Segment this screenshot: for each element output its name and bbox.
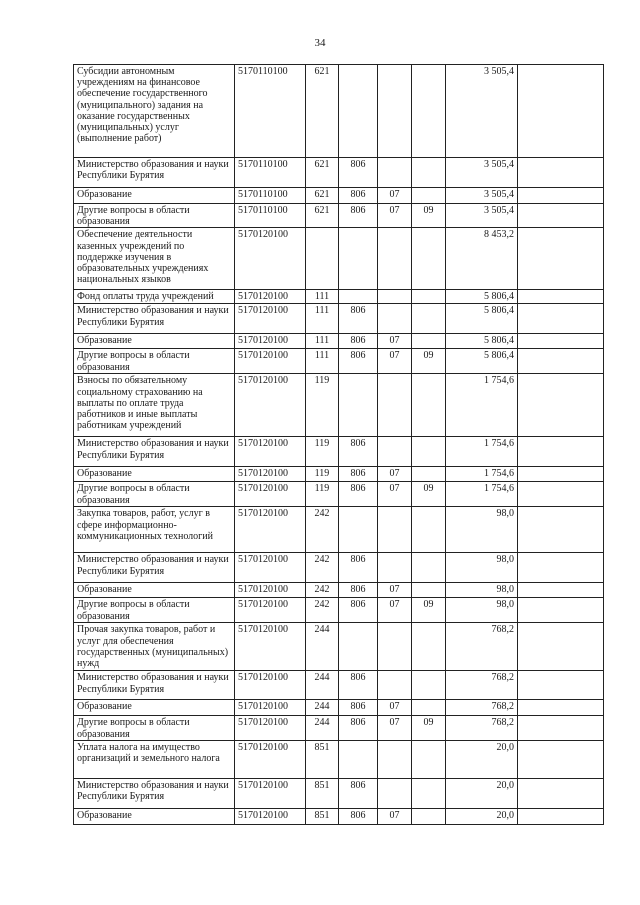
row-amount-cell: 98,0 bbox=[446, 583, 518, 598]
row-empty-cell bbox=[518, 778, 604, 808]
table-row bbox=[74, 437, 604, 467]
row-empty-cell bbox=[518, 65, 604, 158]
row-subsection-cell bbox=[412, 467, 446, 482]
row-section-cell bbox=[378, 778, 412, 808]
row-amount-cell: 3 505,4 bbox=[446, 188, 518, 204]
row-subsection-cell bbox=[412, 65, 446, 158]
row-subsection-cell: 09 bbox=[412, 716, 446, 740]
row-grbs-cell: 806 bbox=[339, 598, 378, 623]
page-number: 34 bbox=[314, 37, 326, 49]
row-subsection-cell bbox=[412, 808, 446, 824]
row-empty-cell bbox=[518, 304, 604, 334]
row-amount-cell: 3 505,4 bbox=[446, 158, 518, 188]
row-subsection-cell bbox=[412, 334, 446, 349]
budget-table-body bbox=[74, 65, 604, 825]
row-subsection-cell bbox=[412, 437, 446, 467]
row-grbs-cell: 806 bbox=[339, 334, 378, 349]
row-expense-type-cell: 851 bbox=[306, 740, 339, 778]
row-empty-cell bbox=[518, 553, 604, 583]
row-target-article-cell: 5170120100 bbox=[235, 583, 306, 598]
row-grbs-cell: 806 bbox=[339, 778, 378, 808]
row-amount-cell: 1 754,6 bbox=[446, 482, 518, 507]
table-row bbox=[74, 290, 604, 304]
row-section-cell bbox=[378, 158, 412, 188]
row-expense-type-cell: 244 bbox=[306, 671, 339, 700]
row-section-cell bbox=[378, 623, 412, 671]
row-grbs-cell: 806 bbox=[339, 583, 378, 598]
row-expense-type-cell: 621 bbox=[306, 204, 339, 228]
row-target-article-cell: 5170120100 bbox=[235, 467, 306, 482]
row-target-article-cell: 5170110100 bbox=[235, 65, 306, 158]
row-target-article-cell: 5170120100 bbox=[235, 740, 306, 778]
table-row bbox=[74, 228, 604, 290]
table-row bbox=[74, 700, 604, 716]
row-name-cell: Министерство образования и науки Республики Бурятия bbox=[74, 778, 235, 808]
row-amount-cell: 98,0 bbox=[446, 507, 518, 553]
row-target-article-cell: 5170110100 bbox=[235, 188, 306, 204]
row-expense-type-cell: 242 bbox=[306, 553, 339, 583]
row-expense-type-cell bbox=[306, 228, 339, 290]
table-row bbox=[74, 188, 604, 204]
row-empty-cell bbox=[518, 188, 604, 204]
row-target-article-cell: 5170120100 bbox=[235, 482, 306, 507]
row-expense-type-cell: 111 bbox=[306, 349, 339, 374]
row-grbs-cell bbox=[339, 65, 378, 158]
table-row bbox=[74, 482, 604, 507]
row-amount-cell: 5 806,4 bbox=[446, 304, 518, 334]
row-target-article-cell: 5170120100 bbox=[235, 808, 306, 824]
row-section-cell bbox=[378, 740, 412, 778]
row-section-cell: 07 bbox=[378, 808, 412, 824]
row-section-cell: 07 bbox=[378, 334, 412, 349]
row-grbs-cell: 806 bbox=[339, 204, 378, 228]
row-amount-cell: 1 754,6 bbox=[446, 467, 518, 482]
row-empty-cell bbox=[518, 740, 604, 778]
row-subsection-cell bbox=[412, 507, 446, 553]
table-row bbox=[74, 304, 604, 334]
row-subsection-cell bbox=[412, 553, 446, 583]
row-section-cell: 07 bbox=[378, 482, 412, 507]
row-name-cell: Министерство образования и науки Республики Бурятия bbox=[74, 158, 235, 188]
row-grbs-cell bbox=[339, 374, 378, 437]
row-grbs-cell: 806 bbox=[339, 158, 378, 188]
row-subsection-cell bbox=[412, 671, 446, 700]
row-grbs-cell: 806 bbox=[339, 808, 378, 824]
row-target-article-cell: 5170120100 bbox=[235, 598, 306, 623]
row-empty-cell bbox=[518, 349, 604, 374]
row-section-cell bbox=[378, 671, 412, 700]
row-expense-type-cell: 851 bbox=[306, 808, 339, 824]
row-grbs-cell bbox=[339, 290, 378, 304]
row-section-cell bbox=[378, 437, 412, 467]
table-row bbox=[74, 671, 604, 700]
row-section-cell bbox=[378, 553, 412, 583]
row-name-cell: Другие вопросы в области образования bbox=[74, 204, 235, 228]
row-subsection-cell bbox=[412, 740, 446, 778]
row-subsection-cell bbox=[412, 583, 446, 598]
row-expense-type-cell: 242 bbox=[306, 583, 339, 598]
row-target-article-cell: 5170110100 bbox=[235, 204, 306, 228]
row-grbs-cell bbox=[339, 228, 378, 290]
row-name-cell: Другие вопросы в области образования bbox=[74, 482, 235, 507]
row-expense-type-cell: 119 bbox=[306, 374, 339, 437]
row-name-cell: Министерство образования и науки Республики Бурятия bbox=[74, 553, 235, 583]
row-empty-cell bbox=[518, 204, 604, 228]
budget-table bbox=[73, 64, 604, 825]
row-subsection-cell bbox=[412, 700, 446, 716]
row-grbs-cell: 806 bbox=[339, 188, 378, 204]
row-subsection-cell: 09 bbox=[412, 204, 446, 228]
row-expense-type-cell: 621 bbox=[306, 188, 339, 204]
row-target-article-cell: 5170120100 bbox=[235, 304, 306, 334]
row-empty-cell bbox=[518, 671, 604, 700]
row-amount-cell: 5 806,4 bbox=[446, 290, 518, 304]
row-target-article-cell: 5170110100 bbox=[235, 158, 306, 188]
row-amount-cell: 20,0 bbox=[446, 808, 518, 824]
row-amount-cell: 768,2 bbox=[446, 671, 518, 700]
row-section-cell bbox=[378, 374, 412, 437]
row-amount-cell: 8 453,2 bbox=[446, 228, 518, 290]
row-name-cell: Другие вопросы в области образования bbox=[74, 716, 235, 740]
row-subsection-cell bbox=[412, 778, 446, 808]
row-subsection-cell: 09 bbox=[412, 349, 446, 374]
row-grbs-cell: 806 bbox=[339, 467, 378, 482]
row-section-cell: 07 bbox=[378, 204, 412, 228]
row-grbs-cell: 806 bbox=[339, 349, 378, 374]
row-subsection-cell bbox=[412, 290, 446, 304]
table-row bbox=[74, 808, 604, 824]
row-subsection-cell bbox=[412, 188, 446, 204]
row-empty-cell bbox=[518, 334, 604, 349]
row-amount-cell: 1 754,6 bbox=[446, 374, 518, 437]
row-name-cell: Другие вопросы в области образования bbox=[74, 598, 235, 623]
row-name-cell: Субсидии автономным учреждениям на финансовое обеспечение государственного (муниципального) задания на оказание государственных (муниципальных) услуг (выполнение работ) bbox=[74, 65, 235, 158]
row-expense-type-cell: 119 bbox=[306, 437, 339, 467]
table-row bbox=[74, 65, 604, 158]
row-subsection-cell bbox=[412, 304, 446, 334]
row-target-article-cell: 5170120100 bbox=[235, 507, 306, 553]
row-empty-cell bbox=[518, 374, 604, 437]
row-amount-cell: 768,2 bbox=[446, 716, 518, 740]
row-empty-cell bbox=[518, 598, 604, 623]
row-section-cell bbox=[378, 304, 412, 334]
row-empty-cell bbox=[518, 158, 604, 188]
table-row bbox=[74, 598, 604, 623]
row-expense-type-cell: 111 bbox=[306, 290, 339, 304]
row-grbs-cell: 806 bbox=[339, 304, 378, 334]
row-amount-cell: 1 754,6 bbox=[446, 437, 518, 467]
row-amount-cell: 3 505,4 bbox=[446, 204, 518, 228]
row-expense-type-cell: 242 bbox=[306, 598, 339, 623]
row-name-cell: Образование bbox=[74, 334, 235, 349]
table-row bbox=[74, 507, 604, 553]
row-grbs-cell: 806 bbox=[339, 482, 378, 507]
row-subsection-cell bbox=[412, 228, 446, 290]
row-expense-type-cell: 242 bbox=[306, 507, 339, 553]
table-row bbox=[74, 716, 604, 740]
table-row bbox=[74, 467, 604, 482]
row-expense-type-cell: 119 bbox=[306, 482, 339, 507]
row-target-article-cell: 5170120100 bbox=[235, 778, 306, 808]
row-name-cell: Образование bbox=[74, 808, 235, 824]
row-target-article-cell: 5170120100 bbox=[235, 700, 306, 716]
row-target-article-cell: 5170120100 bbox=[235, 623, 306, 671]
row-name-cell: Взносы по обязательному социальному страхованию на выплаты по оплате труда работников и иные выплаты работникам учреждений bbox=[74, 374, 235, 437]
row-name-cell: Обеспечение деятельности казенных учреждений по поддержке изучения в образовательных учреждениях национальных языков bbox=[74, 228, 235, 290]
row-empty-cell bbox=[518, 507, 604, 553]
row-target-article-cell: 5170120100 bbox=[235, 349, 306, 374]
row-grbs-cell: 806 bbox=[339, 700, 378, 716]
row-name-cell: Закупка товаров, работ, услуг в сфере информационно-коммуникационных технологий bbox=[74, 507, 235, 553]
row-grbs-cell: 806 bbox=[339, 437, 378, 467]
row-target-article-cell: 5170120100 bbox=[235, 374, 306, 437]
row-name-cell: Министерство образования и науки Республики Бурятия bbox=[74, 671, 235, 700]
table-row bbox=[74, 740, 604, 778]
row-section-cell bbox=[378, 228, 412, 290]
row-amount-cell: 768,2 bbox=[446, 623, 518, 671]
row-amount-cell: 98,0 bbox=[446, 598, 518, 623]
row-empty-cell bbox=[518, 583, 604, 598]
row-empty-cell bbox=[518, 716, 604, 740]
row-empty-cell bbox=[518, 290, 604, 304]
row-expense-type-cell: 851 bbox=[306, 778, 339, 808]
row-amount-cell: 3 505,4 bbox=[446, 65, 518, 158]
row-section-cell bbox=[378, 507, 412, 553]
row-name-cell: Фонд оплаты труда учреждений bbox=[74, 290, 235, 304]
table-row bbox=[74, 204, 604, 228]
row-amount-cell: 20,0 bbox=[446, 778, 518, 808]
row-target-article-cell: 5170120100 bbox=[235, 334, 306, 349]
row-grbs-cell bbox=[339, 740, 378, 778]
row-section-cell: 07 bbox=[378, 349, 412, 374]
row-empty-cell bbox=[518, 808, 604, 824]
row-subsection-cell bbox=[412, 158, 446, 188]
row-expense-type-cell: 621 bbox=[306, 65, 339, 158]
row-target-article-cell: 5170120100 bbox=[235, 553, 306, 583]
row-empty-cell bbox=[518, 467, 604, 482]
row-empty-cell bbox=[518, 437, 604, 467]
row-subsection-cell bbox=[412, 374, 446, 437]
row-empty-cell bbox=[518, 623, 604, 671]
table-row bbox=[74, 623, 604, 671]
row-amount-cell: 5 806,4 bbox=[446, 349, 518, 374]
row-name-cell: Министерство образования и науки Республики Бурятия bbox=[74, 304, 235, 334]
table-row bbox=[74, 349, 604, 374]
row-name-cell: Прочая закупка товаров, работ и услуг для обеспечения государственных (муниципальных) нужд bbox=[74, 623, 235, 671]
row-section-cell bbox=[378, 290, 412, 304]
row-empty-cell bbox=[518, 700, 604, 716]
row-empty-cell bbox=[518, 482, 604, 507]
row-expense-type-cell: 244 bbox=[306, 700, 339, 716]
row-expense-type-cell: 111 bbox=[306, 334, 339, 349]
row-amount-cell: 5 806,4 bbox=[446, 334, 518, 349]
row-name-cell: Образование bbox=[74, 700, 235, 716]
row-name-cell: Уплата налога на имущество организаций и земельного налога bbox=[74, 740, 235, 778]
row-grbs-cell bbox=[339, 623, 378, 671]
row-name-cell: Другие вопросы в области образования bbox=[74, 349, 235, 374]
table-row bbox=[74, 334, 604, 349]
row-amount-cell: 20,0 bbox=[446, 740, 518, 778]
table-row bbox=[74, 374, 604, 437]
row-subsection-cell bbox=[412, 623, 446, 671]
row-section-cell: 07 bbox=[378, 700, 412, 716]
table-row bbox=[74, 778, 604, 808]
row-expense-type-cell: 244 bbox=[306, 623, 339, 671]
row-name-cell: Образование bbox=[74, 467, 235, 482]
row-target-article-cell: 5170120100 bbox=[235, 290, 306, 304]
row-section-cell: 07 bbox=[378, 188, 412, 204]
row-target-article-cell: 5170120100 bbox=[235, 671, 306, 700]
row-grbs-cell: 806 bbox=[339, 671, 378, 700]
row-section-cell bbox=[378, 65, 412, 158]
row-grbs-cell: 806 bbox=[339, 553, 378, 583]
row-section-cell: 07 bbox=[378, 467, 412, 482]
row-expense-type-cell: 244 bbox=[306, 716, 339, 740]
row-section-cell: 07 bbox=[378, 598, 412, 623]
row-section-cell: 07 bbox=[378, 583, 412, 598]
row-subsection-cell: 09 bbox=[412, 482, 446, 507]
row-name-cell: Образование bbox=[74, 583, 235, 598]
table-row bbox=[74, 158, 604, 188]
row-amount-cell: 98,0 bbox=[446, 553, 518, 583]
row-grbs-cell bbox=[339, 507, 378, 553]
table-row bbox=[74, 553, 604, 583]
row-empty-cell bbox=[518, 228, 604, 290]
row-target-article-cell: 5170120100 bbox=[235, 228, 306, 290]
row-amount-cell: 768,2 bbox=[446, 700, 518, 716]
row-grbs-cell: 806 bbox=[339, 716, 378, 740]
row-name-cell: Министерство образования и науки Республики Бурятия bbox=[74, 437, 235, 467]
row-expense-type-cell: 111 bbox=[306, 304, 339, 334]
row-subsection-cell: 09 bbox=[412, 598, 446, 623]
row-name-cell: Образование bbox=[74, 188, 235, 204]
table-row bbox=[74, 583, 604, 598]
row-target-article-cell: 5170120100 bbox=[235, 716, 306, 740]
row-section-cell: 07 bbox=[378, 716, 412, 740]
row-target-article-cell: 5170120100 bbox=[235, 437, 306, 467]
row-expense-type-cell: 119 bbox=[306, 467, 339, 482]
row-expense-type-cell: 621 bbox=[306, 158, 339, 188]
